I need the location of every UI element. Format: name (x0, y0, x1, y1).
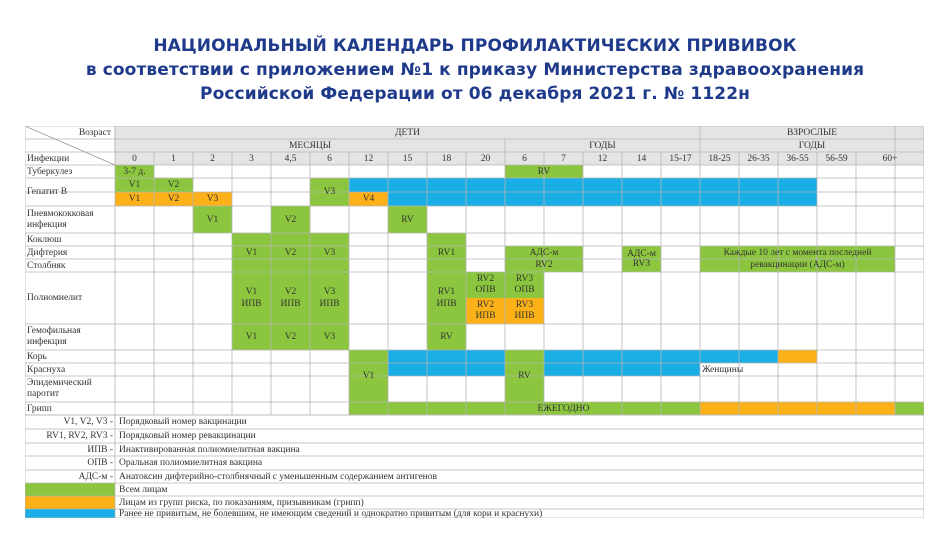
legend-desc: Инактивированная полиомиелитная вакцина (119, 444, 300, 455)
header-age: Возраст (78, 127, 111, 138)
header-column: 18-25 (708, 153, 731, 164)
cell-label-line: ОПВ (475, 285, 496, 295)
cell-label-line: Каждые 10 лет с момента последней (723, 248, 872, 258)
header-column: 3 (249, 153, 254, 164)
cell-label: V1 (245, 247, 258, 258)
legend-swatch-orange (25, 496, 115, 509)
cell-label: V1 (362, 371, 375, 381)
legend-desc: Порядковый номер ревакцинации (119, 431, 256, 441)
cell-label-line: ИПВ (436, 299, 457, 309)
cell-label (310, 272, 349, 324)
header-months: МЕСЯЦЫ (288, 140, 332, 151)
cell-label (271, 272, 310, 324)
women-label: Женщины (702, 364, 744, 375)
cell-label: V1 (245, 332, 258, 342)
header-column: 6 (327, 153, 332, 164)
cell-label-line: RV3 (515, 274, 534, 284)
cell-label-line: ИПВ (280, 299, 301, 309)
row-label: Столбняк (27, 260, 66, 271)
cell-label-line: Пневмококковая (27, 208, 94, 219)
header-years-children: ГОДЫ (589, 140, 616, 151)
cell-label (466, 298, 505, 324)
row-label: Гепатит В (27, 187, 68, 197)
legend-abbr: ИПВ - (87, 444, 113, 455)
cell-label-line: RV3 (515, 300, 534, 310)
tb-rv-value: RV (537, 166, 551, 177)
cell-label-line: V2 (284, 287, 297, 297)
header-column: 12 (363, 153, 374, 164)
title-line-1: НАЦИОНАЛЬНЫЙ КАЛЕНДАРЬ ПРОФИЛАКТИЧЕСКИХ ПРИВИВОК (153, 36, 797, 56)
cell-label: V2 (167, 194, 180, 204)
cell-label: V2 (284, 247, 297, 258)
cell-label-line: Гемофильная (27, 326, 81, 336)
row-label: Краснуха (27, 364, 66, 375)
cell-label: V3 (323, 247, 336, 258)
cell-label (505, 272, 544, 298)
header-column: 18 (441, 153, 452, 164)
header-column: 6 (522, 153, 527, 164)
tb-value: 3-7 д. (123, 166, 146, 177)
row-label: Корь (27, 351, 47, 362)
header-column: 60+ (882, 153, 898, 164)
header-column: 14 (636, 153, 647, 164)
cell-label (232, 272, 271, 324)
vaccination-calendar-table (25, 126, 924, 518)
header-children: ДЕТИ (395, 127, 420, 138)
cell-label-line: АДС-м (627, 249, 656, 259)
legend-abbr: V1, V2, V3 - (63, 417, 113, 427)
header-column: 0 (132, 153, 137, 164)
header-years-adults: ГОДЫ (798, 140, 826, 151)
legend-abbr: АДС-м - (78, 471, 113, 482)
flu-60-green (895, 402, 924, 415)
legend-desc: Анатоксин дифтерийно-столбнячный с уменьшенным содержанием антигенов (119, 471, 438, 482)
header-column: 20 (480, 153, 491, 164)
row-label: Коклюш (27, 234, 62, 245)
cell-label: V2 (284, 214, 297, 225)
cell-label: V1 (128, 194, 141, 204)
header-column: 56-59 (825, 153, 848, 164)
cell-label-line: V3 (323, 287, 336, 297)
cell-label-line: ИПВ (319, 299, 340, 309)
row-label: Дифтерия (27, 247, 68, 258)
row-label (27, 206, 117, 233)
cell-label-line: RV2 (535, 260, 553, 270)
cell-label-line: V1 (245, 287, 258, 297)
legend-desc: Лицам из групп риска, по показаниям, призывникам (грипп) (119, 497, 364, 508)
cell-label (427, 272, 466, 324)
cell-label: V4 (362, 194, 375, 204)
cell-label-line: RV3 (632, 259, 651, 269)
cell-label (622, 246, 661, 272)
cell-label: V2 (167, 180, 180, 190)
cell-label: V3 (206, 194, 219, 204)
legend-swatch-blue (25, 509, 115, 518)
cell-label: V3 (323, 187, 336, 197)
header-column: 4,5 (284, 153, 297, 164)
cell-label-line: ИПВ (514, 311, 535, 321)
legend-desc: Порядковый номер вакцинации (119, 417, 247, 427)
header-column: 15 (402, 153, 413, 164)
cell-label: RV1 (437, 247, 456, 258)
cell-label-line: ИПВ (475, 311, 496, 321)
header-column: 36-55 (786, 153, 809, 164)
header-column: 12 (597, 153, 608, 164)
cell-label: RV (401, 214, 414, 225)
cell-label-line: ОПВ (514, 285, 535, 295)
row-label: Туберкулез (27, 166, 73, 177)
cell-label-line: АДС-м (529, 248, 559, 258)
flu-yearly-label: ЕЖЕГОДНО (537, 403, 590, 414)
cell-label (505, 246, 583, 272)
cell-label-line: ревакцинации (АДС-м) (750, 260, 845, 270)
legend-desc: Ранее не привитым, не болевшим, не имеющим сведений и однократно привитым (для кори и краснухи) (119, 508, 543, 519)
legend-desc: Оральная полиомиелитная вакцина (119, 458, 263, 468)
title-line-3: Российской Федерации от 06 декабря 2021 г. № 1122н (200, 84, 750, 104)
cell-label-line: Эпидемический (27, 378, 92, 388)
cell-label: V1 (206, 214, 219, 225)
header-infections: Инфекции (27, 153, 70, 164)
legend-abbr: RV1, RV2, RV3 - (46, 431, 113, 441)
legend-swatch-green (25, 483, 115, 496)
cell-label-line: ИПВ (241, 299, 262, 309)
header-adults: ВЗРОСЛЫЕ (786, 127, 838, 138)
cell-label: V1 (128, 180, 141, 190)
title-line-2: в соответствии с приложением №1 к приказу Министерства здравоохранения (85, 60, 865, 80)
header-column: 1 (171, 153, 176, 164)
header-column: 15-17 (669, 153, 692, 164)
page-title (0, 34, 950, 106)
cell-label: RV (518, 371, 531, 381)
header-column: 26-35 (747, 153, 770, 164)
measles-orange (778, 350, 817, 363)
cell-label-line: паротит (27, 389, 60, 399)
cell-label-line: RV1 (437, 287, 456, 297)
hepb-blue-band-2 (388, 192, 817, 206)
cell-label: RV (440, 332, 453, 342)
cell-label (466, 272, 505, 298)
legend-desc: Всем лицам (119, 484, 168, 495)
legend-abbr: ОПВ - (87, 458, 113, 468)
row-label: Полиомиелит (27, 293, 83, 303)
header-column: 2 (210, 153, 215, 164)
cell-label (700, 246, 895, 272)
cell-label (505, 298, 544, 324)
row-label (27, 324, 117, 350)
cell-label-line: RV2 (476, 300, 495, 310)
cell-label-line: инфекция (27, 219, 67, 230)
cell-label: V2 (284, 332, 297, 342)
cell-label: V3 (323, 332, 336, 342)
cell-label-line: RV2 (476, 274, 495, 284)
cell-label-line: инфекция (27, 337, 67, 347)
row-label: Грипп (27, 403, 52, 414)
header-column: 7 (561, 153, 566, 164)
row-label (27, 376, 117, 402)
